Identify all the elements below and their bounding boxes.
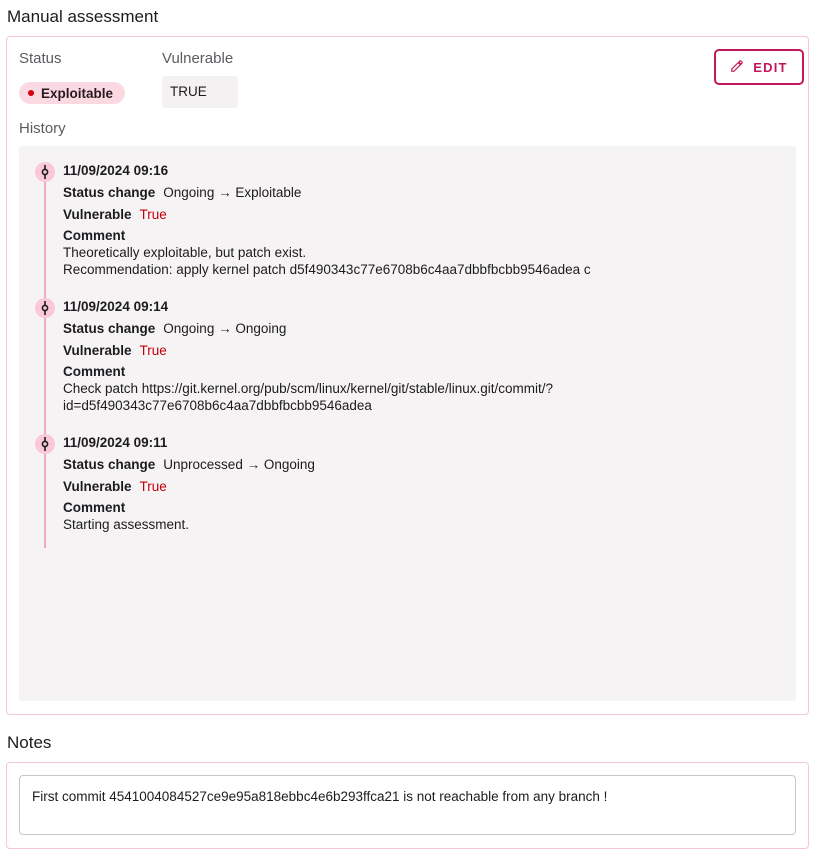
status-change-label: Status change xyxy=(63,457,156,472)
status-badge-label: Exploitable xyxy=(41,85,114,101)
vulnerable-entry-value: True xyxy=(139,207,167,222)
history-entry-date: 11/09/2024 09:14 xyxy=(63,299,169,314)
status-change-value: Ongoing → Ongoing xyxy=(163,321,287,336)
comment-text: Check patch https://git.kernel.org/pub/scm/linux/kernel/git/stable/linux.git/commit/? id=d5f490343c77e6708b6c4aa7dbbfbcbb9546adea xyxy=(63,381,553,413)
status-change-label: Status change xyxy=(63,321,156,336)
edit-button-label: EDIT xyxy=(753,59,788,75)
history-entry-content xyxy=(63,162,591,278)
status-change-value: Ongoing → Exploitable xyxy=(163,185,302,200)
commit-node-icon xyxy=(35,434,55,454)
status-label: Status xyxy=(19,50,62,67)
edit-button[interactable] xyxy=(714,49,804,85)
vulnerable-entry-label: Vulnerable xyxy=(63,479,132,494)
timeline-line xyxy=(44,452,46,548)
notes-textarea[interactable]: First commit 4541004084527ce9e95a818ebbc4e6b293ffca21 is not reachable from any branch ! xyxy=(19,775,796,835)
commit-node-icon xyxy=(35,298,55,318)
commit-node-icon xyxy=(35,162,55,182)
history-entry xyxy=(19,426,796,556)
pencil-icon xyxy=(730,59,744,76)
vulnerable-entry-label: Vulnerable xyxy=(63,343,132,358)
history-entry-date: 11/09/2024 09:11 xyxy=(63,435,168,450)
history-entry xyxy=(19,290,796,426)
vulnerable-entry-value: True xyxy=(139,479,167,494)
comment-text: Starting assessment. xyxy=(63,517,190,532)
history-entry-content xyxy=(63,298,553,414)
comment-label: Comment xyxy=(63,228,126,243)
vulnerable-entry-value: True xyxy=(139,343,167,358)
vulnerable-label: Vulnerable xyxy=(162,50,234,67)
comment-text: Theoretically exploitable, but patch exist. Recommendation: apply kernel patch d5f490343c77e6708b6c4aa7dbbfbcbb9546adea c xyxy=(63,245,591,277)
vulnerable-entry-label: Vulnerable xyxy=(63,207,132,222)
history-entry-date: 11/09/2024 09:16 xyxy=(63,163,169,178)
history-label: History xyxy=(19,120,66,137)
vulnerable-value: TRUE xyxy=(162,76,238,108)
comment-label: Comment xyxy=(63,500,126,515)
timeline-line xyxy=(44,180,46,306)
history-panel xyxy=(19,146,796,701)
history-entry-content xyxy=(63,434,315,533)
status-dot-icon xyxy=(28,90,34,96)
comment-label: Comment xyxy=(63,364,126,379)
history-entry xyxy=(19,154,796,290)
status-badge xyxy=(19,82,125,104)
status-change-value: Unprocessed → Ongoing xyxy=(163,457,315,472)
manual-assessment-title: Manual assessment xyxy=(7,7,159,26)
notes-title: Notes xyxy=(7,733,52,752)
timeline-line xyxy=(44,316,46,442)
status-change-label: Status change xyxy=(63,185,156,200)
